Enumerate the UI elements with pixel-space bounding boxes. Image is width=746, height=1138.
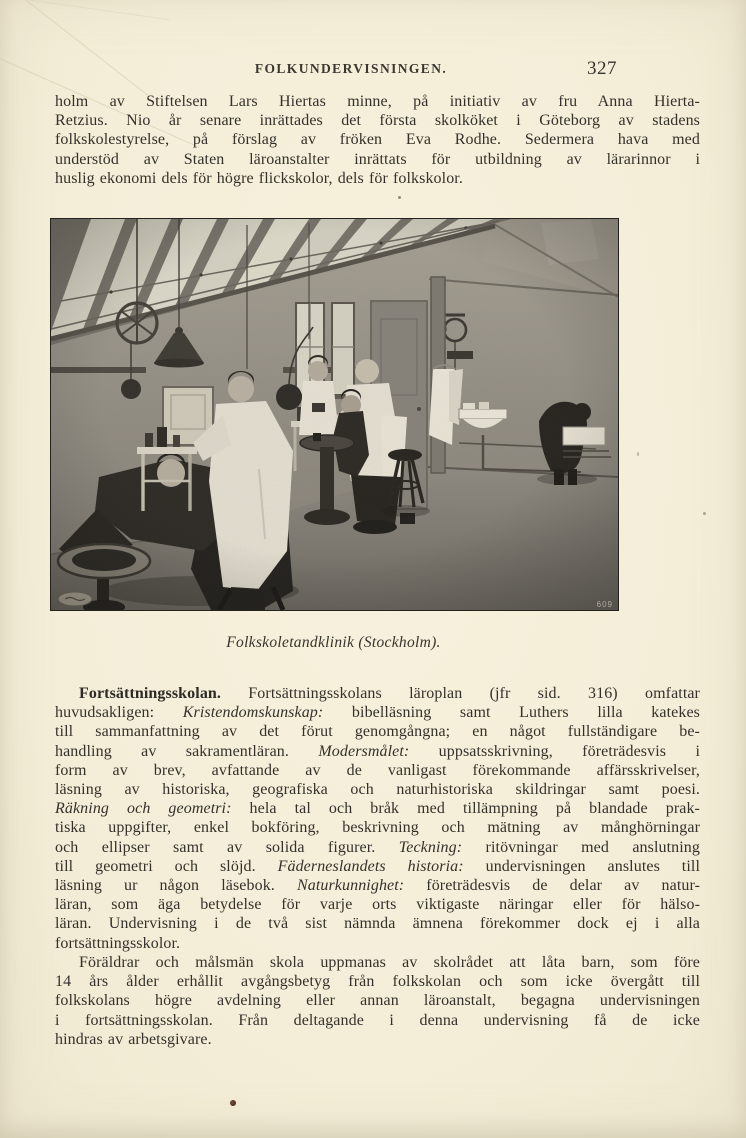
text-line: huslig ekonomi dels för högre flickskolor, dels för folkskolor. [55, 169, 463, 187]
paper-crease [11, 0, 170, 20]
text-line: läsning ur någon läsebok. Naturkunnighet: företrädesvis de delar av natur- [55, 877, 700, 895]
text-line: Räkning och geometri: hela tal och bråk med tillämpning på blandade prak- [55, 800, 700, 818]
paper-speck [398, 196, 401, 199]
ink-spot [230, 1100, 236, 1106]
paragraph-intro [55, 92, 700, 188]
plate-number: 609 [596, 600, 613, 609]
text-line: läran. Undervisning i de två sist nämnda ämnena förekommer dock ej i alla [55, 915, 700, 933]
text-line: holm av Stiftelsen Lars Hiertas minne, på initiativ av fru Anna Hierta- [55, 93, 700, 110]
paper-crease [0, 0, 149, 96]
text-line: i fortsättningsskolan. Från deltagande i denna undervisning få de icke [55, 1011, 700, 1029]
text-line: Föräldrar och målsmän skola uppmanas av skolrådet att låta barn, som före [79, 954, 700, 971]
running-header-title: FOLKUNDERVISNINGEN. [254, 61, 448, 76]
text-line: folkskolestyrelse, på förslag av fröken Eva Rodhe. Sedermera hava med [55, 131, 700, 149]
text-line: och ellipser samt av solida figurer. Teckning: ritövningar med anslutning [55, 838, 701, 856]
photograph-dental-clinic [50, 218, 619, 611]
paper-speck [637, 452, 639, 456]
paragraph-fortsattningsskolan [55, 684, 700, 953]
text-line: understöd av Staten läroanstalter inrättats för utbildning av lärarinnor i [55, 150, 700, 168]
text-line: Fortsättningsskolan. Fortsättningsskolans läroplan (jfr sid. 316) omfattar [79, 685, 700, 702]
text-line: till geometri och slöjd. Fäderneslandets historia: undervisningen anslutes till [55, 857, 700, 875]
text-line: hindras av arbetsgivare. [55, 1030, 212, 1048]
figure-caption: Folkskoletandklinik (Stockholm). [226, 634, 441, 651]
text-line: folkskolans högre avdelning eller annan läroanstalt, begagna undervisningen [55, 992, 700, 1010]
text-line: form av brev, avfattande av de vanligast förekommande affärsskrivelser, [55, 761, 700, 779]
text-line: Retzius. Nio år senare inrättades det första skolköket i Göteborg av stadens [55, 112, 700, 130]
clinic-room [51, 219, 618, 610]
text-line: 14 års ålder erhållit avgångsbetyg från folkskolan och som icke övergått till [55, 973, 700, 991]
text-line: handling av sakramentläran. Modersmålet: uppsatsskrivning, företrädesvis i [55, 742, 700, 760]
text-line: läran, som äga betydelse för varje orts viktigaste näringar eller för hälso- [55, 896, 700, 914]
paragraph-foraldrar [55, 953, 700, 1049]
text-line: läsning av historiska, geografiska och naturhistoriska skildringar samt poesi. [55, 781, 700, 799]
text-line: till sammanfattning av det förut genomgångna; en något fullständigare be- [55, 723, 700, 741]
photo-illustration [51, 219, 618, 610]
text-line: tiska uppgifter, enkel bokföring, beskrivning och mätning av månghörningar [55, 819, 700, 837]
text-line: fortsättningsskolor. [55, 934, 181, 952]
page-number: 327 [587, 58, 617, 79]
paper-speck [703, 512, 706, 515]
text-line: huvudsakligen: Kristendomskunskap: bibelläsning samt Luthers lilla katekes [55, 704, 700, 722]
